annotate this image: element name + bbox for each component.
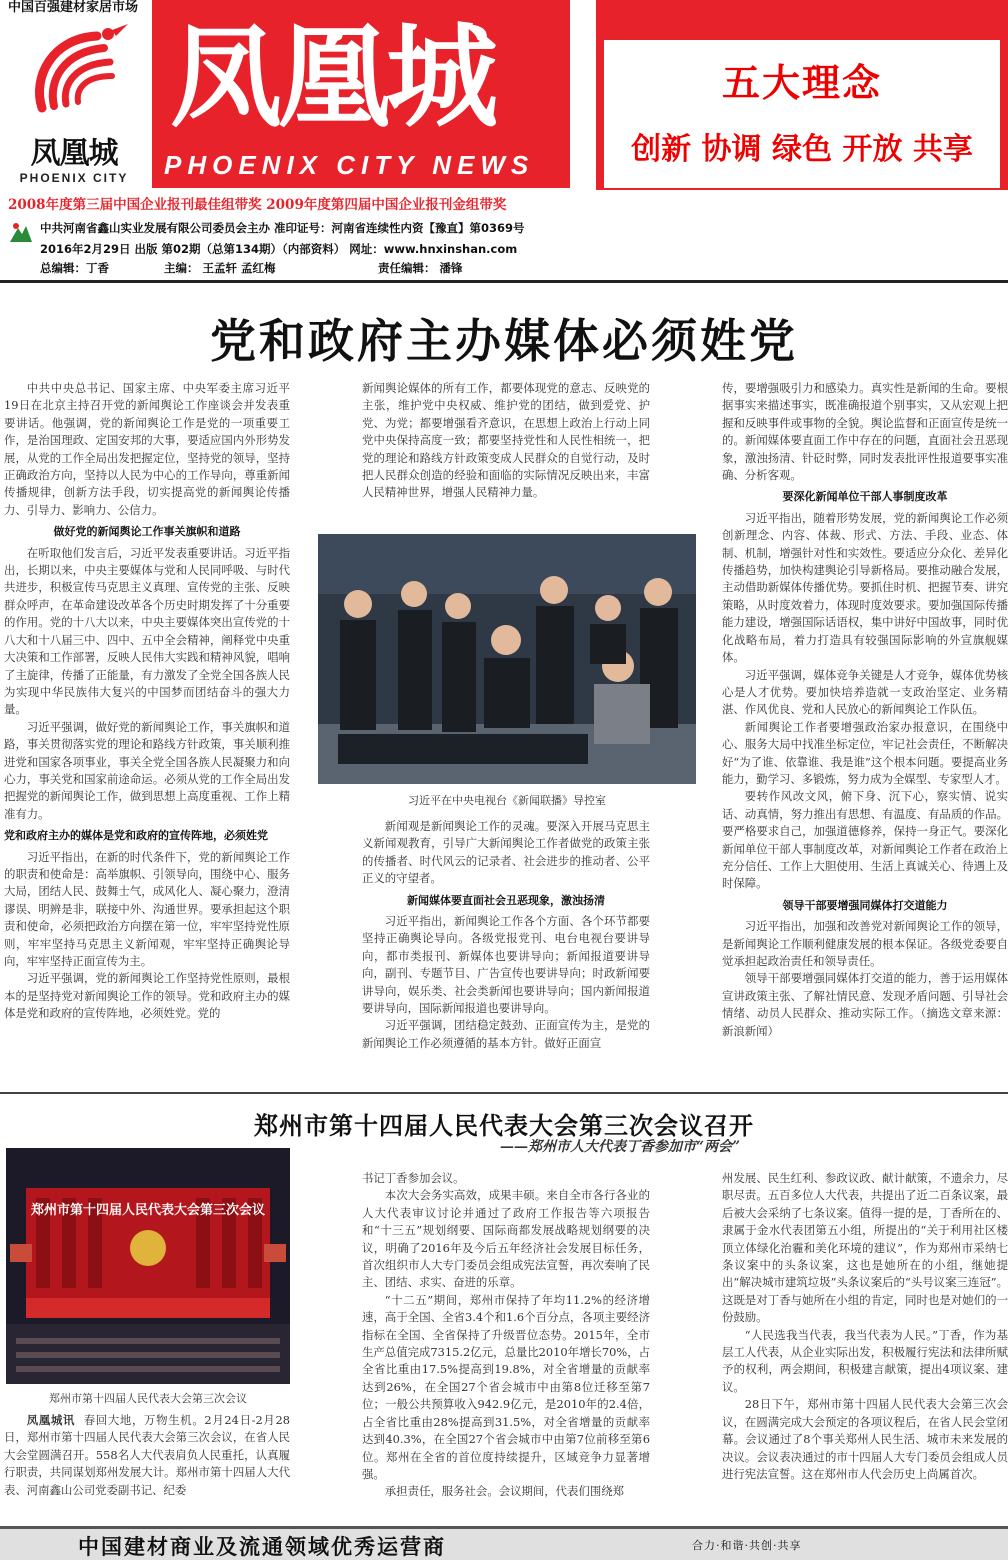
- article1-photo: [318, 534, 696, 784]
- paragraph: “人民选我当代表，我当代表为人民。”丁香，作为基层工人代表，从企业实际出发，积极履行宪法和法律所赋予的权利，两会期间，积极建言献策，提出4项议案、建议。: [722, 1327, 1008, 1394]
- editor: 主编： 王孟轩 孟红梅: [164, 261, 276, 275]
- article1-photo-caption: 习近平在中央电视台《新闻联播》导控室: [408, 794, 606, 807]
- article2-subheadline: ——郑州市人大代表丁香参加市“两会”: [500, 1139, 741, 1155]
- section-heading: 新闻媒体要直面社会丑恶现象，激浊扬清: [407, 893, 605, 907]
- paragraph: 新闻舆论工作者要增强政治家办报意识，在围绕中心、服务大局中找准坐标定位，牢记社会责任，不断解决好“为了谁、依靠谁、我是谁”这个根本问题。要提高业务能力，勤学习、多锻炼，努力成为全媒型、专家型人才。: [722, 719, 1008, 786]
- paragraph: 书记丁香参加会议。: [362, 1171, 465, 1185]
- article1-headline: 党和政府主办媒体必须姓党: [210, 314, 798, 368]
- article1-column1: [4, 380, 290, 1023]
- section-heading: 要深化新闻单位干部人事制度改革: [782, 490, 948, 504]
- editors-info: [40, 260, 600, 276]
- paragraph: 习近平指出，加强和改善党对新闻舆论工作的领导，是新闻舆论工作顺利健康发展的根本保证。各级党委要自觉承担起政治责任和领导责任。: [722, 919, 1008, 968]
- article2-photo: [6, 1148, 290, 1384]
- paragraph: 在听取他们发言后，习近平发表重要讲话。习近平指出，长期以来，中央主要媒体与党和人民同呼吸、与时代共进步，积极宣传马克思主义真理、宣传党的主张、反映群众呼声，在革命建设改革各个历史时期发挥了十分重要的作用。党的十八大以来，中央主要媒体突出宣传党的十八大和十八届三中、四中、五中全会精神，阐释党中央重大决策和工作部署，反映人民伟大实践和精神风貌，唱响了主旋律，传播了正能量，有力激发了全党全国各族人民为实现中华民族伟大复兴的中国梦而团结奋斗的强大力量。: [4, 545, 290, 717]
- article2-column3: [722, 1170, 1008, 1483]
- masthead-tagline: 中国百强建材家居市场: [8, 0, 139, 15]
- paragraph: 28日下午，郑州市第十四届人民代表大会第三次会议，在圆满完成大会预定的各项议程后，在省人民会堂闭幕。会议通过了8个事关郑州人民生活、城市未来发展的决议。会议表决通过的市十四届人大专门委员会组成人员进行宪法宣誓。这在郑州市人代会历史上尚属首次。: [722, 1397, 1008, 1481]
- paragraph: 领导干部要增强同媒体打交道的能力，善于运用媒体宣讲政策主张、了解社情民意、发现矛盾问题、引导社会情绪、动员人民群众、推动实际工作。（摘选文章来源：新浪新闻）: [722, 971, 1008, 1038]
- paragraph: 习近平指出，随着形势发展，党的新闻舆论工作必须创新理念、内容、体裁、形式、方法、手段、业态、体制、机制，增强针对性和实效性。要适应分众化、差异化传播趋势，加快构建舆论引导新格局。要推动融合发展，主动借助新媒体传播优势。要抓住时机、把握节奏、讲究策略，从时度效着力，体现时度效要求。要加强国际传播能力建设，增强国际话语权，集中讲好中国故事，同时优化战略布局，着力打造具有较强国际影响的外宣旗舰媒体。: [722, 510, 1008, 665]
- article2-photo-caption: 郑州市第十四届人民代表大会第三次会议: [49, 1392, 247, 1405]
- slogan-items: 创新 协调 绿色 开放 共享: [631, 132, 973, 167]
- screen-banner-text: 郑州市第十四届人民代表大会第三次会议: [30, 1203, 266, 1218]
- logo-english-text: PHOENIX CITY: [19, 171, 129, 185]
- lead-text: 春回大地，万物生机。2月24日-2月28日，郑州市第十四届人民代表大会第三次会议，在省人民大会堂圆满召开。558名人大代表肩负人民重托，认真履行职责，共同谋划郑州发展大计。郑州市第十四届人大代表、河南鑫山公司党委副书记、纪委: [4, 1413, 290, 1497]
- article2-column1: [4, 1412, 290, 1499]
- paragraph: 中共中央总书记、国家主席、中央军委主席习近平19日在北京主持召开党的新闻舆论工作座谈会并发表重要讲话。他强调，党的新闻舆论工作是党的一项重要工作，是治国理政、定国安邦的大事，要适应国内外形势发展，从党的工作全局出发把握定位，坚持党的领导，坚持正确政治方向，坚持以人民为中心的工作导向，尊重新闻传播规律，创新方法手段，切实提高党的新闻舆论传播力、引导力、影响力、公信力。: [4, 381, 290, 517]
- paragraph: “十二五”期间，郑州市保持了年均11.2%的经济增速，高于全国、全省3.4个和1.6个百分点，各项主要经济指标在全国、全省保持了升级晋位态势。2015年，全市生产总值完成7315.2亿元，总量比2010年增长70%，占全省比重由17.5%提高到19.8%，对全省增量的贡献率达到26%，在全国27个省会城市中由第8位迁移至第7位；一般公共预算收入942.9亿元，是2010年的2.4倍，占全省比重由28%提高到31.5%，对全省增量的贡献率达到40.3%，在全国27个省会城市中由第7位前移至第6位。郑州在全省的首位度持续提升，区域竞争力显著增强。: [362, 1292, 650, 1481]
- logo-chinese-text: 凤凰城: [30, 136, 118, 171]
- paragraph: 州发展、民生红利、参政议政、献计献策，不遗余力，尽职尽责。五百多位人大代表，共提出了近二百条议案，最后被大会采纳了七条议案。值得一提的是，丁香所在的、隶属于金水代表团第五小组，所提出的“关于利用社区楼顶立体绿化治霾和美化环境的建议”，作为郑州市采纳七条议案中的头条议案，这也是她所在的小组，继她提出“解决城市建筑垃圾”头条议案后的“头号议案三连冠”。这既是对丁香与她所在小组的肯定，同时也是对她们的一份鼓励。: [722, 1171, 1008, 1325]
- paragraph: 新闻舆论媒体的所有工作，都要体现党的意志、反映党的主张，维护党中央权威、维护党的团结，做到爱党、护党、为党；都要增强看齐意识，在思想上政治上行动上同党中央保持高度一致；都要坚持党性和人民性相统一，把党的理论和路线方针政策变成人民群众的自觉行动，及时把人民群众创造的经验和面临的实际情况反映出来，丰富人民精神世界，增强人民精神力量。: [362, 381, 650, 500]
- footer-slogan: 中国建材商业及流通领域优秀运营商: [78, 1535, 446, 1559]
- paragraph: 习近平指出，在新的时代条件下，党的新闻舆论工作的职责和使命是：高举旗帜、引领导向，围绕中心、服务大局，团结人民、鼓舞士气，成风化人、凝心聚力，澄清谬误、明辨是非，联接中外、沟通世界。要承担起这个职责和使命，必须把政治方向摆在第一位，牢牢坚持党性原则，牢牢坚持马克思主义新闻观，牢牢坚持正确舆论导向，牢牢坚持正面宣传为主。: [4, 849, 290, 968]
- paragraph: 本次大会务实高效，成果丰硕。来自全市各行各业的人大代表审议讨论并通过了政府工作报告等六项报告和“十三五”规划纲要、国际商都发展战略规划纲要的决议，明确了2016年及今后五年经济社会发展目标任务，首次组织市人大专门委员会组成宪法宣誓，再次奏响了民主、团结、求实、奋进的乐章。: [362, 1188, 650, 1290]
- section-heading: 做好党的新闻舆论工作事关旗帜和道路: [53, 525, 241, 539]
- control-room-photo: [318, 534, 696, 784]
- article2-headline: 郑州市第十四届人民代表大会第三次会议召开: [254, 1112, 754, 1140]
- masthead-divider: [0, 280, 1008, 283]
- paragraph: 新闻观是新闻舆论工作的灵魂。要深入开展马克思主义新闻观教育，引导广大新闻舆论工作者做党的政策主张的传播者、时代风云的记录者、社会进步的推动者、公平正义的守望者。: [362, 819, 650, 886]
- paragraph: [4, 1412, 290, 1499]
- newspaper-title: 凤凰城: [170, 13, 494, 143]
- lead-label: 凤凰城讯: [26, 1413, 76, 1427]
- paragraph: 习近平强调，做好党的新闻舆论工作，事关旗帜和道路，事关贯彻落实党的理论和路线方针政策，事关顺利推进党和国家各项事业，事关全党全国各族人民凝聚力和向心力，事关党和国家前途命运。必须从党的工作全局出发把握党的新闻舆论工作，做到思想上高度重视、工作上精准有力。: [4, 719, 290, 821]
- article-divider: [0, 1092, 1008, 1094]
- awards-line: 2008年度第三届中国企业报刊最佳组带奖 2009年度第四届中国企业报刊金组带奖: [8, 197, 507, 213]
- paragraph: 传，要增强吸引力和感染力。真实性是新闻的生命。要根据事实来描述事实，既准确报道个别事实，又从宏观上把握和反映事件或事物的全貌。舆论监督和正面宣传是统一的。新闻媒体要直面工作中存在的问题，直面社会丑恶现象，激浊扬清、针砭时弊，同时发表批评性报道要事实准确、分析客观。: [722, 381, 1008, 483]
- newspaper-title-english: PHOENIX CITY NEWS: [164, 150, 535, 180]
- publisher-info: 中共河南省鑫山实业发展有限公司委员会主办 准印证号：河南省连续性内资【豫直】第0369号: [40, 221, 525, 235]
- publisher-logo-icon: [8, 220, 34, 246]
- article1-column2: [362, 380, 650, 502]
- paragraph: 习近平强调，党的新闻舆论工作坚持党性原则，最根本的是坚持党对新闻舆论工作的领导。党和政府主办的媒体是党和政府的宣传阵地，必须姓党。党的: [4, 971, 290, 1021]
- chief-editor: 总编辑：丁香: [40, 261, 109, 275]
- phoenix-logo-icon: [12, 18, 137, 128]
- paragraph: 习近平强调，媒体竞争关键是人才竞争，媒体优势核心是人才优势。要加快培养造就一支政治坚定、业务精湛、作风优良、党和人民放心的新闻舆论工作队伍。: [722, 667, 1008, 717]
- assembly-hall-photo: [6, 1148, 290, 1384]
- section-heading: 领导干部要增强同媒体打交道能力: [782, 898, 948, 912]
- duty-editor: 责任编辑： 潘锋: [378, 261, 463, 275]
- paragraph: 习近平强调，团结稳定鼓劲、正面宣传为主，是党的新闻舆论工作必须遵循的基本方针。做好正面宣: [362, 1018, 650, 1050]
- article1-column2-lower: [362, 818, 650, 1052]
- paragraph: 习近平指出，新闻舆论工作各个方面、各个环节都要坚持正确舆论导向。各级党报党刊、电台电视台要讲导向，都市类报刊、新媒体也要讲导向；新闻报道要讲导向，副刊、专题节目、广告宣传也要讲导向；时政新闻要讲导向，娱乐类、社会类新闻也要讲导向；国内新闻报道要讲导向，国际新闻报道也要讲导向。: [362, 914, 650, 1016]
- issue-info: 2016年2月29日 出版 第02期（总第134期）（内部资料） 网址：www.hnxinshan.com: [40, 242, 518, 256]
- section-heading: 党和政府主办的媒体是党和政府的宣传阵地，必须姓党: [4, 829, 268, 843]
- footer-motto: 合力·和谐·共创·共享: [692, 1539, 802, 1552]
- paragraph: 要转作风改文风，俯下身、沉下心，察实情、说实话、动真情，努力推出有思想、有温度、有品质的作品。要严格要求自己，加强道德修养，保持一身正气。要深化新闻单位干部人事制度改革，对新闻舆论工作者在政治上充分信任、工作上大胆使用、生活上真诚关心、待遇上及时保障。: [722, 789, 1008, 891]
- article1-column3: [722, 380, 1008, 1040]
- article2-column2: [362, 1170, 650, 1501]
- slogan-title: 五大理念: [721, 61, 882, 105]
- paragraph: 承担责任，服务社会。会议期间，代表们围绕郑: [384, 1484, 625, 1499]
